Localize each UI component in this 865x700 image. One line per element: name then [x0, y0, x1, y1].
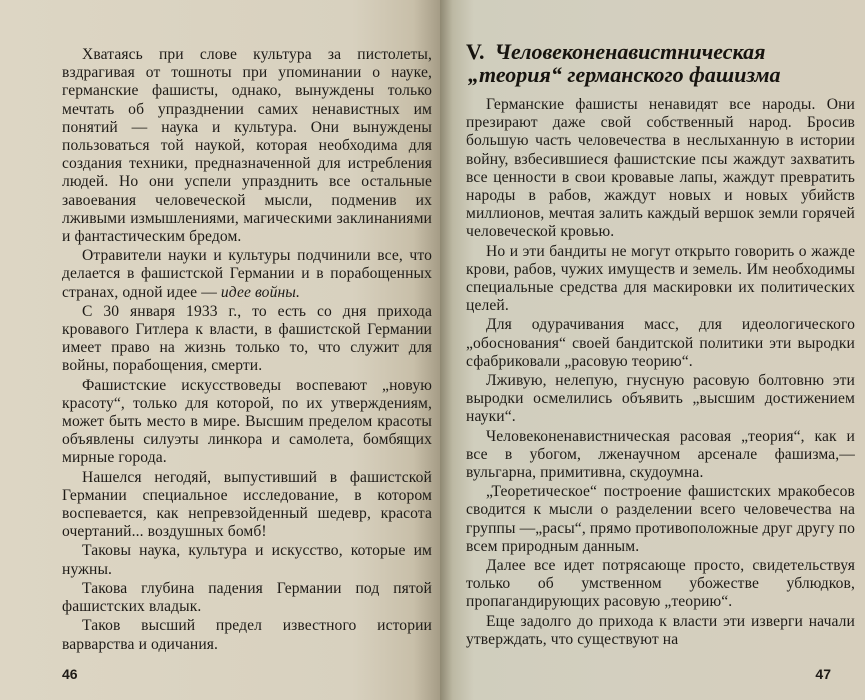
chapter-title-line1 [466, 40, 855, 63]
paragraph: Хватаясь при слове культура за пистолеты, вздрагивая от тошноты при упоминании о науке, германские фашисты, однако, вынуждены только мечтать об упразднении самих ненавистных им понятий — наука и культура. Они вынуждены пользоваться той наукой, которая необходима для создания техники, предназначенной для истребления людей. Но они успели упразднить все остальные завоевания человеческой мысли, подменив их лживыми измышлениями, магическими заклинаниями и фантастическим бредом. [62, 46, 432, 246]
paragraph: Лживую, нелепую, гнусную расовую болтовню эти выродки осмелились объявить „высшим достижением науки“. [466, 372, 855, 426]
paragraph: „Теоретическое“ построение фашистских мракобесов сводится к мысли о разделении всего человечества на группы —„расы“, прямо противоположные друг другу по всем природным данным. [466, 483, 855, 555]
paragraph [62, 247, 432, 302]
paragraph: Человеконенавистническая расовая „теория“, как и все в убогом, лженаучном арсенале фашизма,— вульгарна, примитивна, скудоумна. [466, 427, 855, 482]
right-page [440, 0, 865, 700]
paragraph: Таковы наука, культура и искусство, которые им нужны. [62, 542, 432, 578]
paragraph: Нашелся негодяй, выпустивший в фашистской Германии специальное исследование, в котором воспевается, как непревзойденный шедевр, красота очертаний... воздушных бомб! [62, 468, 432, 541]
page-number: 47 [815, 666, 831, 682]
paragraph-emphasis: идее войны. [220, 283, 300, 301]
paragraph: Но и эти бандиты не могут открыто говорить о жажде крови, рабов, чужих имуществ и земель. Им необходимы специальные средства для маскировки их политических целей. [466, 242, 855, 315]
page-number: 46 [62, 666, 78, 682]
paragraph: Фашистские искусствоведы воспевают „новую красоту“, только для которой, по их утверждениям, может быть место в мире. Высшим пределом красоты объявлены силуэты линкора и самолета, бомбящих мирные города. [62, 376, 432, 467]
left-page-text [62, 46, 432, 654]
paragraph: Еще задолго до прихода к власти эти изверги начали утверждать, что существуют на [466, 612, 855, 648]
paragraph: Германские фашисты ненавидят все народы. Они презирают даже свой собственный народ. Бросив большую часть человечества в неслыханную в истории войну, взбесившиеся фашистские псы жаждут захватить все ценности в свои кровавые лапы, жаждут превратить народы в рабов, жаждут новых и новых убийств миллионов, мечтая залить каждый вершок земли горячей человеческой кровью. [466, 96, 855, 241]
paragraph: Для одурачивания масс, для идеологического „обоснования“ своей бандитской политики эти выродки сфабриковали „расовую теорию“. [466, 316, 855, 370]
chapter-title [466, 40, 855, 86]
paragraph-text: Отравители науки и культуры подчинили все, что делается в фашистской Германии и в порабощенных странах, одной идее — [62, 247, 432, 301]
chapter-title-text: Человеконенавистническая [494, 39, 766, 64]
paragraph: Такова глубина падения Германии под пятой фашистских владык. [62, 579, 432, 616]
paragraph: Таков высший предел известного истории варварства и одичания. [62, 617, 432, 653]
chapter-number: V. [466, 39, 485, 64]
paragraph: С 30 января 1933 г., то есть со дня прихода кровавого Гитлера к власти, в фашистской Германии имеет право на жизнь только то, что служит для войны, порабощения, смерти. [62, 302, 432, 375]
right-page-text [466, 96, 855, 649]
chapter-title-line2: „теория“ германского фашизма [468, 62, 781, 87]
paragraph: Далее все идет потрясающе просто, свидетельствуя только об умственном убожестве ублюдков, пропагандирующих расовую „теорию“. [466, 557, 855, 611]
